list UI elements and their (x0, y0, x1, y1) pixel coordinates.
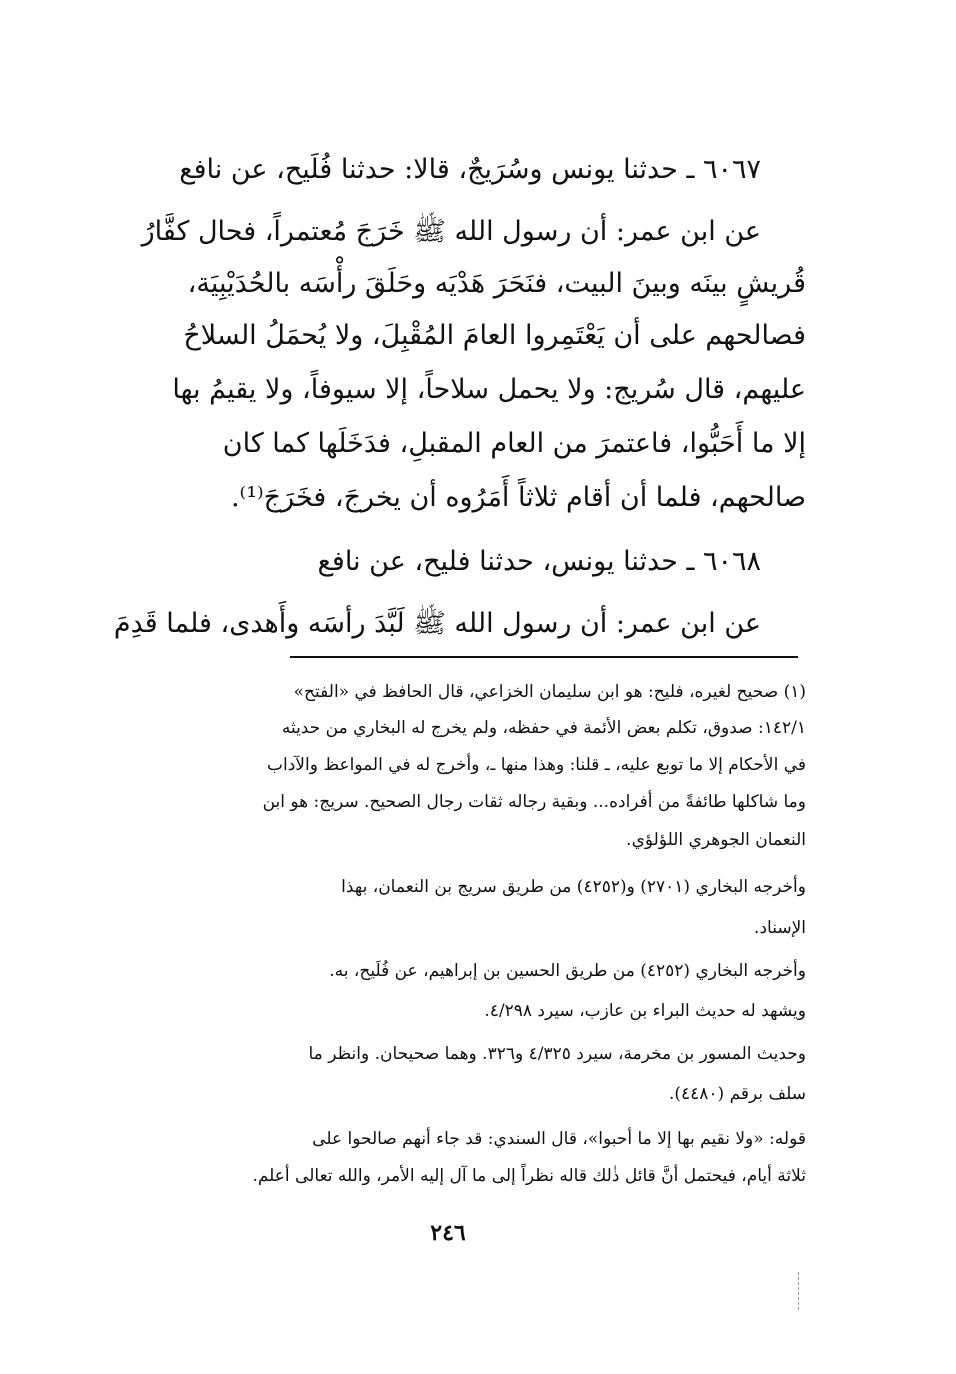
footnote-line: النعمان الجوهري اللؤلؤي. (626, 830, 806, 850)
footnote-line: ثلاثة أيام، فيحتمل أنَّ قائل ذٰلك قاله نظراً إلى ما آل إليه الأمر، والله تعالى أعلم. (252, 1166, 806, 1186)
hadith-6068-text-line: عن ابن عمر: أن رسول الله ﷺ لَبَّدَ رأسَه وأَهدى، فلما قَدِمَ (113, 608, 761, 639)
hadith-6068-isnad: ٦٠٦٨ ـ حدثنا يونس، حدثنا فليح، عن نافع (317, 546, 761, 577)
margin-mark (798, 1272, 801, 1310)
footnote-line: سلف برقم (٤٤٨٠). (668, 1084, 806, 1104)
footnote-line: وما شاكلها طائفةً من أفراده... وبقية رجاله ثقات رجال الصحيح. سريج: هو ابن (262, 792, 806, 812)
hadith-6067-text-line: إلا ما أَحَبُّوا، فاعتمرَ من العام المقبلِ، فدَخَلَها كما كان (222, 428, 806, 459)
hadith-6067-isnad: ٦٠٦٧ ـ حدثنا يونس وسُرَيجٌ، قالا: حدثنا فُلَيح، عن نافع (179, 154, 761, 185)
footnote-line: قوله: «ولا نقيم بها إلا ما أحبوا»، قال السندي: قد جاء أنهم صالحوا على (312, 1129, 806, 1149)
footnote-line: (١) صحيح لغيره، فليح: هو ابن سليمان الخزاعي، قال الحافظ في «الفتح» (293, 682, 806, 702)
footnote-line: وأخرجه البخاري (٤٢٥٢) من طريق الحسين بن إبراهيم، عن فُلَيح، به. (329, 961, 806, 981)
hadith-6067-text-line: فصالحهم على أن يَعْتَمِروا العامَ المُقْبِلَ، ولا يُحمَلُ السلاحُ (183, 320, 806, 351)
footnote-separator (290, 656, 798, 658)
page-number: ٢٤٦ (430, 1220, 466, 1246)
footnote-line: الإسناد. (754, 918, 806, 938)
hadith-6067-text-line: قُريشٍ بينَه وبينَ البيت، فنَحَرَ هَدْيَه وحَلَقَ رأْسَه بالحُدَيْبِيَة، (187, 268, 806, 299)
hadith-6067-text-line: صالحهم، فلما أن أقام ثلاثاً أَمَرُوه أن يخرجَ، فخَرَجَ⁽¹⁾. (230, 482, 806, 513)
hadith-6067-text-line: عن ابن عمر: أن رسول الله ﷺ خَرَجَ مُعتمراً، فحال كفَّارُ (141, 216, 761, 247)
footnote-line: وحديث المسور بن مخرمة، سيرد ٤/٣٢٥ و٣٢٦. وهما صحيحان. وانظر ما (308, 1044, 806, 1064)
footnote-line: وأخرجه البخاري (٢٧٠١) و(٤٢٥٢) من طريق سريج بن النعمان، بهذا (341, 877, 806, 897)
footnote-line: ويشهد له حديث البراء بن عازب، سيرد ٤/٢٩٨. (484, 1001, 806, 1021)
footnote-line: ١٤٢/١: صدوق، تكلم بعض الأئمة في حفظه، ولم يخرج له البخاري من حديثه (281, 718, 806, 738)
hadith-6067-text-line: عليهم، قال سُريج: ولا يحمل سلاحاً، إلا سيوفاً، ولا يقيمُ بها (172, 374, 806, 405)
footnote-line: في الأحكام إلا ما توبع عليه، ـ قلنا: وهذا منها ـ، وأخرج له في المواعظ والآداب (266, 755, 806, 775)
